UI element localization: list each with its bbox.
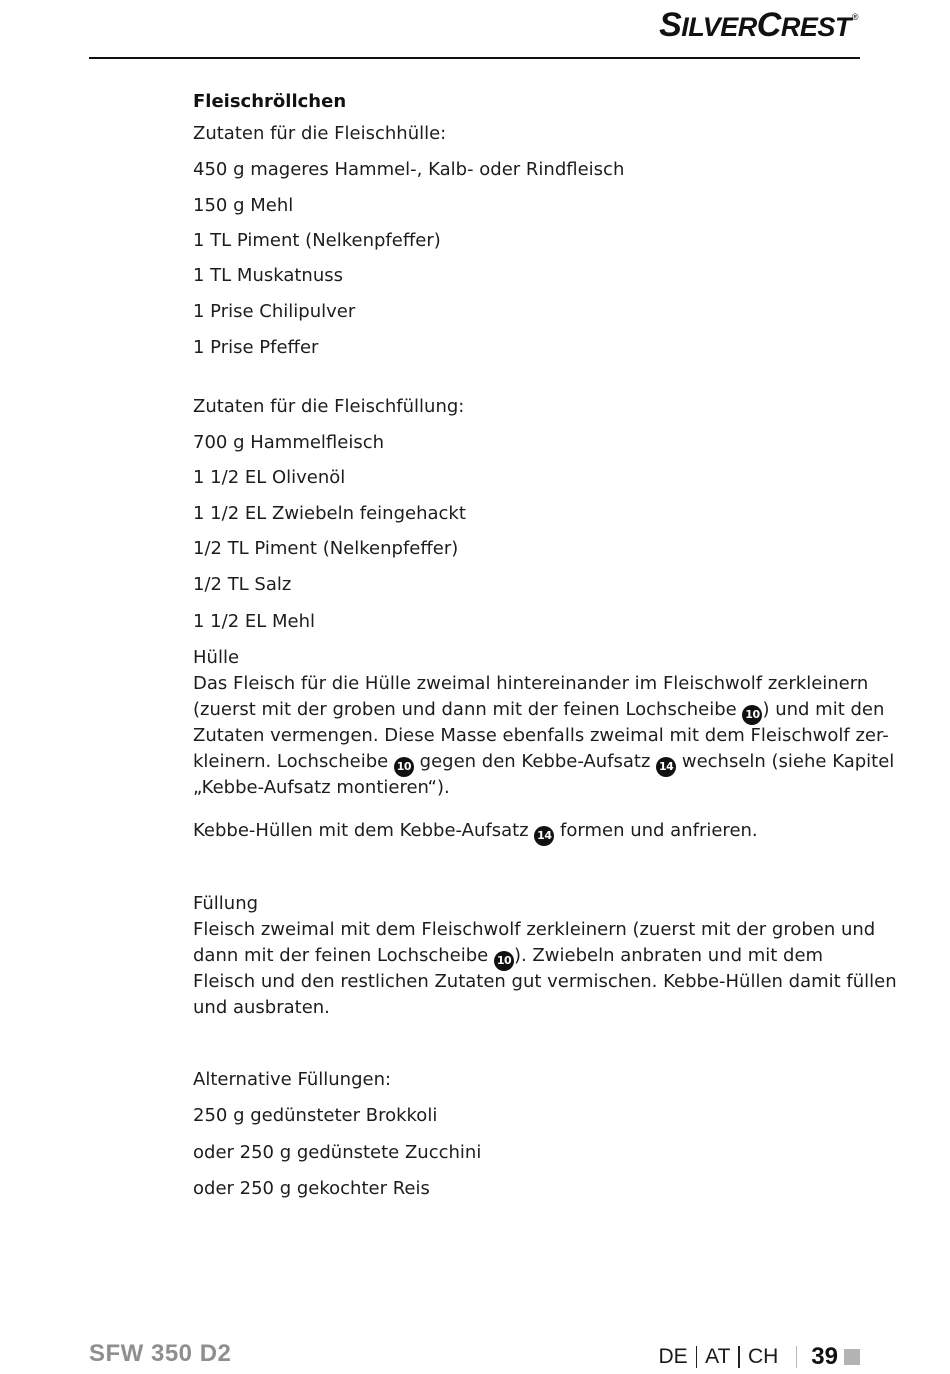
ingredient-item: 1 Prise Pfeffer [193, 337, 319, 358]
paragraph-line: Fleisch zweimal mit dem Fleischwolf zerkleinern (zuerst mit der groben und [193, 919, 876, 940]
part-number-badge: 10 [742, 705, 762, 725]
ingredient-item: 1/2 TL Piment (Nelkenpfeffer) [193, 538, 459, 559]
ingredient-item: 1 1/2 EL Olivenöl [193, 467, 346, 488]
paragraph-line [193, 749, 894, 777]
alternative-item: oder 250 g gekochter Reis [193, 1178, 430, 1199]
country-code: CH [747, 1345, 779, 1368]
text-run: Kebbe-Hüllen mit dem Kebbe-Aufsatz [193, 820, 535, 841]
footer-locale-page [658, 1343, 860, 1371]
ingredient-item: 1 Prise Chilipulver [193, 301, 356, 322]
brand-letter: ILVER [681, 12, 757, 42]
page-number: 39 [811, 1343, 838, 1370]
text-run: gegen den Kebbe-Aufsatz [413, 751, 657, 772]
filling-section-title: Füllung [193, 893, 259, 914]
divider [796, 1346, 797, 1368]
paragraph-line: Das Fleisch für die Hülle zweimal hintereinander im Fleischwolf zerkleinern [193, 673, 869, 694]
country-code: DE [658, 1345, 688, 1368]
brand-logo [659, 6, 858, 45]
brand-letter: REST [780, 12, 851, 42]
divider [696, 1346, 698, 1368]
text-run: ). Zwiebeln anbraten und mit dem [513, 945, 824, 966]
alternative-item: oder 250 g gedünstete Zucchini [193, 1142, 482, 1163]
text-run: ) und mit den [762, 699, 885, 720]
shell-ingredients-heading: Zutaten für die Fleischhülle: [193, 123, 447, 144]
model-number: SFW 350 D2 [89, 1340, 232, 1367]
text-run: kleinern. Lochscheibe [193, 751, 394, 772]
brand-letter: S [659, 6, 682, 44]
paragraph-line [193, 818, 758, 846]
text-run: formen und anfrieren. [554, 820, 758, 841]
ingredient-item: 700 g Hammelfleisch [193, 432, 385, 453]
registered-mark: ® [851, 12, 858, 22]
paragraph-line: Fleisch und den restlichen Zutaten gut vermischen. Kebbe-Hüllen damit füllen [193, 971, 897, 992]
filling-ingredients-heading: Zutaten für die Fleischfüllung: [193, 396, 465, 417]
part-number-badge: 10 [394, 757, 414, 777]
header-rule [89, 57, 860, 59]
part-number-badge: 10 [494, 951, 514, 971]
brand-letter: C [756, 6, 781, 44]
paragraph-line [193, 943, 823, 971]
alternative-item: 250 g gedünsteter Brokkoli [193, 1105, 438, 1126]
text-run: wechseln (siehe Kapitel [676, 751, 895, 772]
paragraph-line: Zutaten vermengen. Diese Masse ebenfalls zweimal mit dem Fleischwolf zer- [193, 725, 889, 746]
ingredient-item: 1 1/2 EL Mehl [193, 611, 316, 632]
shell-section-title: Hülle [193, 647, 240, 668]
ingredient-item: 1 TL Piment (Nelkenpfeffer) [193, 230, 441, 251]
ingredient-item: 150 g Mehl [193, 195, 294, 216]
ingredient-item: 1/2 TL Salz [193, 574, 292, 595]
text-run: (zuerst mit der groben und dann mit der feinen Lochscheibe [193, 699, 743, 720]
part-number-badge: 14 [656, 757, 676, 777]
paragraph-line: und ausbraten. [193, 997, 330, 1018]
divider [738, 1346, 740, 1368]
recipe-title: Fleischröllchen [193, 91, 347, 112]
paragraph-line [193, 697, 884, 725]
part-number-badge: 14 [534, 826, 554, 846]
country-code: AT [705, 1345, 731, 1368]
ingredient-item: 450 g mageres Hammel-, Kalb- oder Rindfleisch [193, 159, 625, 180]
ingredient-item: 1 TL Muskatnuss [193, 265, 344, 286]
ingredient-item: 1 1/2 EL Zwiebeln feingehackt [193, 503, 466, 524]
page-marker-square [844, 1349, 860, 1365]
alternative-fillings-heading: Alternative Füllungen: [193, 1069, 392, 1090]
paragraph-line: „Kebbe-Aufsatz montieren“). [193, 777, 450, 798]
text-run: dann mit der feinen Lochscheibe [193, 945, 494, 966]
